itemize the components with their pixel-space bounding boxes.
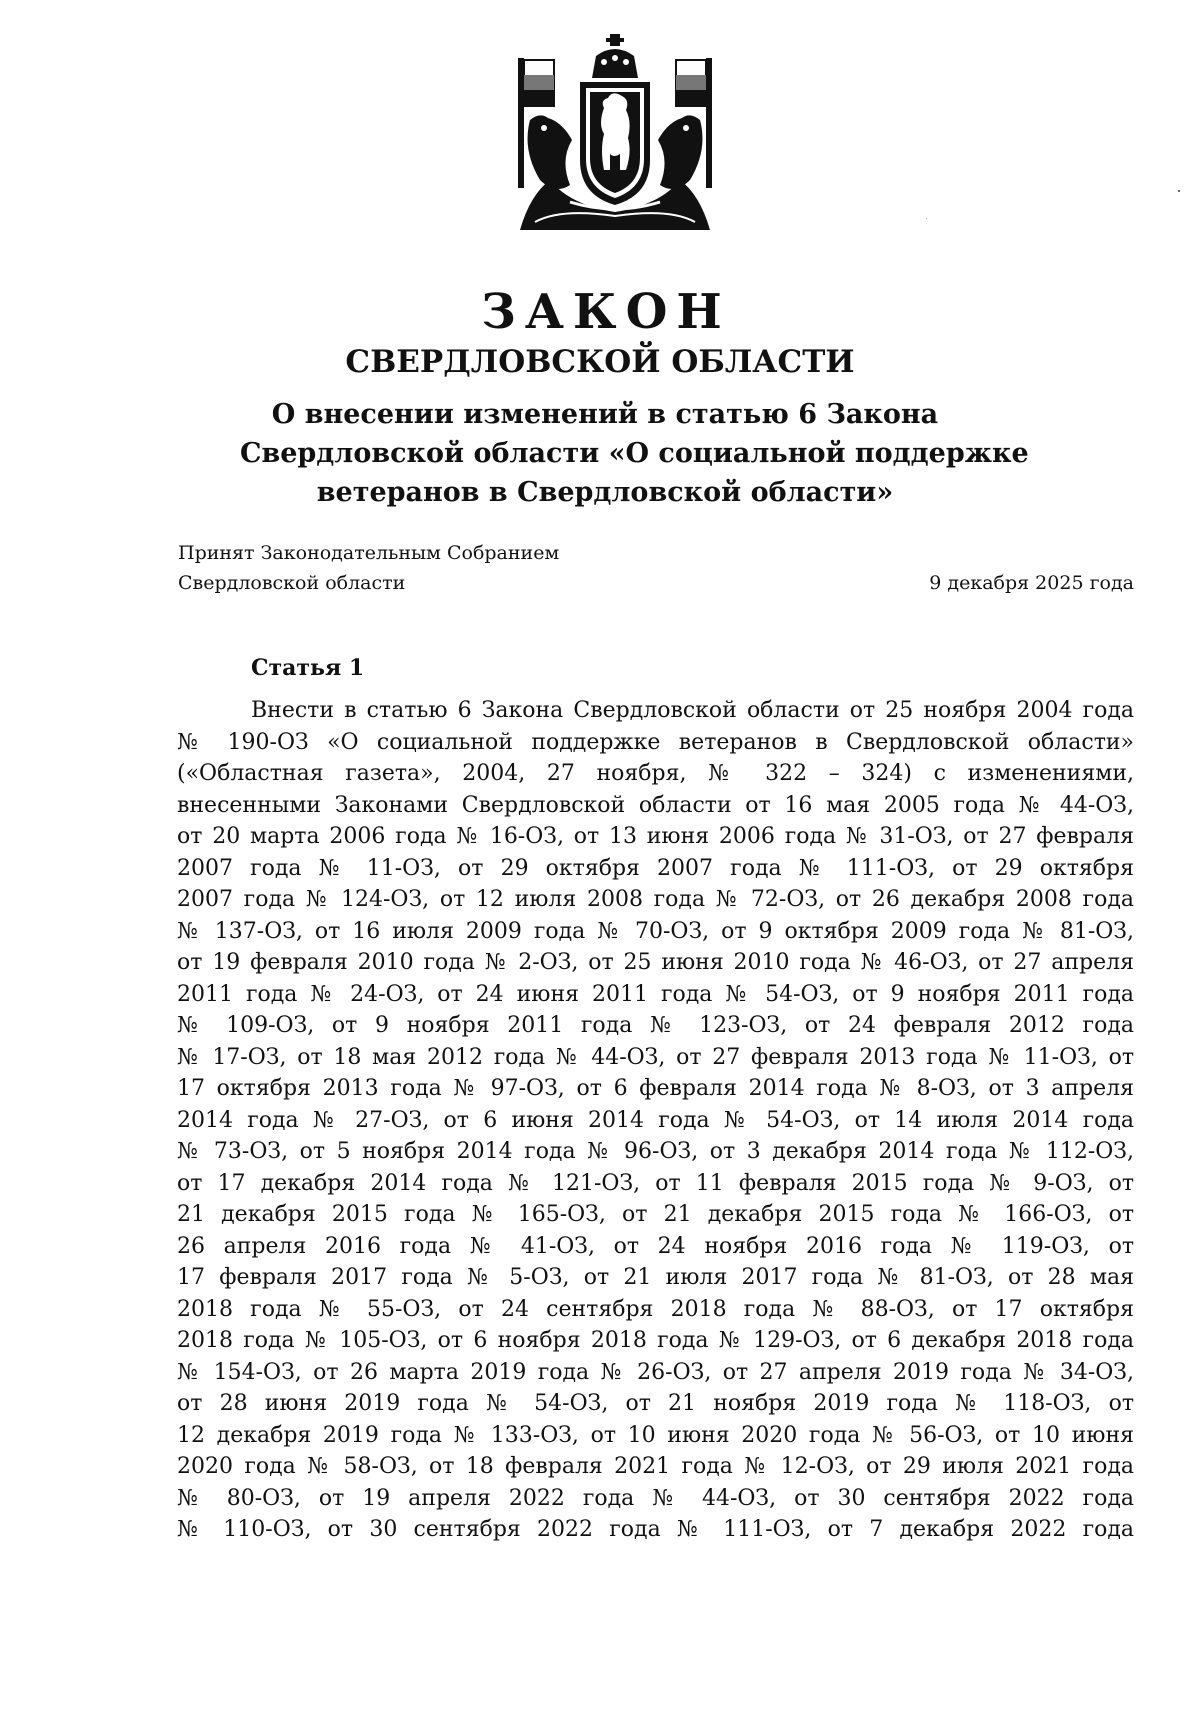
law-title [240,395,1029,512]
adoption-line: Принят Законодательным Собранием [178,542,560,564]
law-title-line: Свердловской области «О социальной поддержке [240,438,1029,469]
body-line: 17 февраля 2017 года № 5-ОЗ, от 21 июля 2017 года № 81-ОЗ, от 28 мая [177,1265,1134,1290]
article-body [177,695,1134,1546]
body-line: № 73-ОЗ, от 5 ноября 2014 года № 96-ОЗ, от 3 декабря 2014 года № 112-ОЗ, [177,1139,1134,1164]
body-line: 2020 года № 58-ОЗ, от 18 февраля 2021 года № 12-ОЗ, от 29 июля 2021 года [177,1454,1134,1479]
body-line: 2011 года № 24-ОЗ, от 24 июня 2011 года № 54-ОЗ, от 9 ноября 2011 года [177,981,1134,1007]
body-line: № 154-ОЗ, от 26 марта 2019 года № 26-ОЗ, от 27 апреля 2019 года № 34-ОЗ, [177,1359,1134,1385]
body-line: от 19 февраля 2010 года № 2-ОЗ, от 25 июня 2010 года № 46-ОЗ, от 27 апреля [177,950,1134,975]
body-line: внесенными Законами Свердловской области от 16 мая 2005 года № 44-ОЗ, [177,792,1134,818]
article-title: Статья 1 [251,655,365,681]
region-heading: СВЕРДЛОВСКОЙ ОБЛАСТИ [345,344,855,380]
body-line: № 17-ОЗ, от 18 мая 2012 года № 44-ОЗ, от 27 февраля 2013 года № 11-ОЗ, от [177,1044,1134,1070]
body-line: 12 декабря 2019 года № 133-ОЗ, от 10 июня 2020 года № 56-ОЗ, от 10 июня [177,1422,1134,1448]
body-line: № 109-ОЗ, от 9 ноября 2011 года № 123-ОЗ, от 24 февраля 2012 года [177,1013,1134,1038]
body-line: № 80-ОЗ, от 19 апреля 2022 года № 44-ОЗ, от 30 сентября 2022 года [177,1485,1134,1511]
body-line: («Областная газета», 2004, 27 ноября, № 322 – 324) с изменениями, [177,761,1134,786]
body-line: Внести в статью 6 Закона Свердловской области от 25 ноября 2004 года [251,698,1134,723]
adoption-statement [178,538,559,598]
coat-of-arms-emblem [500,30,730,235]
scan-speck [926,218,927,219]
body-line: № 137-ОЗ, от 16 июля 2009 года № 70-ОЗ, от 9 октября 2009 года № 81-ОЗ, [177,918,1134,944]
body-line: 21 декабря 2015 года № 165-ОЗ, от 21 декабря 2015 года № 166-ОЗ, от [177,1202,1134,1227]
body-line: от 20 марта 2006 года № 16-ОЗ, от 13 июня 2006 года № 31-ОЗ, от 27 февраля [177,824,1134,849]
body-line: от 28 июня 2019 года № 54-ОЗ, от 21 ноября 2019 года № 118-ОЗ, от [177,1391,1134,1416]
body-line: 2018 года № 55-ОЗ, от 24 сентября 2018 года № 88-ОЗ, от 17 октября [177,1296,1134,1322]
body-line: 2007 года № 124-ОЗ, от 12 июля 2008 года № 72-ОЗ, от 26 декабря 2008 года [177,887,1134,912]
body-line: № 110-ОЗ, от 30 сентября 2022 года № 111-ОЗ, от 7 декабря 2022 года [177,1517,1134,1542]
body-line: 2018 года № 105-ОЗ, от 6 ноября 2018 года № 129-ОЗ, от 6 декабря 2018 года [177,1328,1134,1353]
body-line: 17 октября 2013 года № 97-ОЗ, от 6 февраля 2014 года № 8-ОЗ, от 3 апреля [177,1076,1134,1101]
body-line: от 17 декабря 2014 года № 121-ОЗ, от 11 февраля 2015 года № 9-ОЗ, от [177,1170,1134,1196]
document-type-heading: ЗАКОН [481,284,731,340]
body-line: 2007 года № 11-ОЗ, от 29 октября 2007 года № 111-ОЗ, от 29 октября [177,855,1134,881]
law-title-line: ветеранов в Свердловской области» [316,477,894,508]
adoption-line: Свердловской области [178,572,406,594]
body-line: 26 апреля 2016 года № 41-ОЗ, от 24 ноября 2016 года № 119-ОЗ, от [177,1233,1134,1259]
scan-speck [1178,190,1180,192]
adoption-date: 9 декабря 2025 года [929,572,1134,594]
law-title-line: О внесении изменений в статью 6 Закона [271,399,939,430]
body-line: № 190-ОЗ «О социальной поддержке ветеранов в Свердловской области» [177,729,1134,755]
body-line: 2014 года № 27-ОЗ, от 6 июня 2014 года № 54-ОЗ, от 14 июля 2014 года [177,1107,1134,1133]
